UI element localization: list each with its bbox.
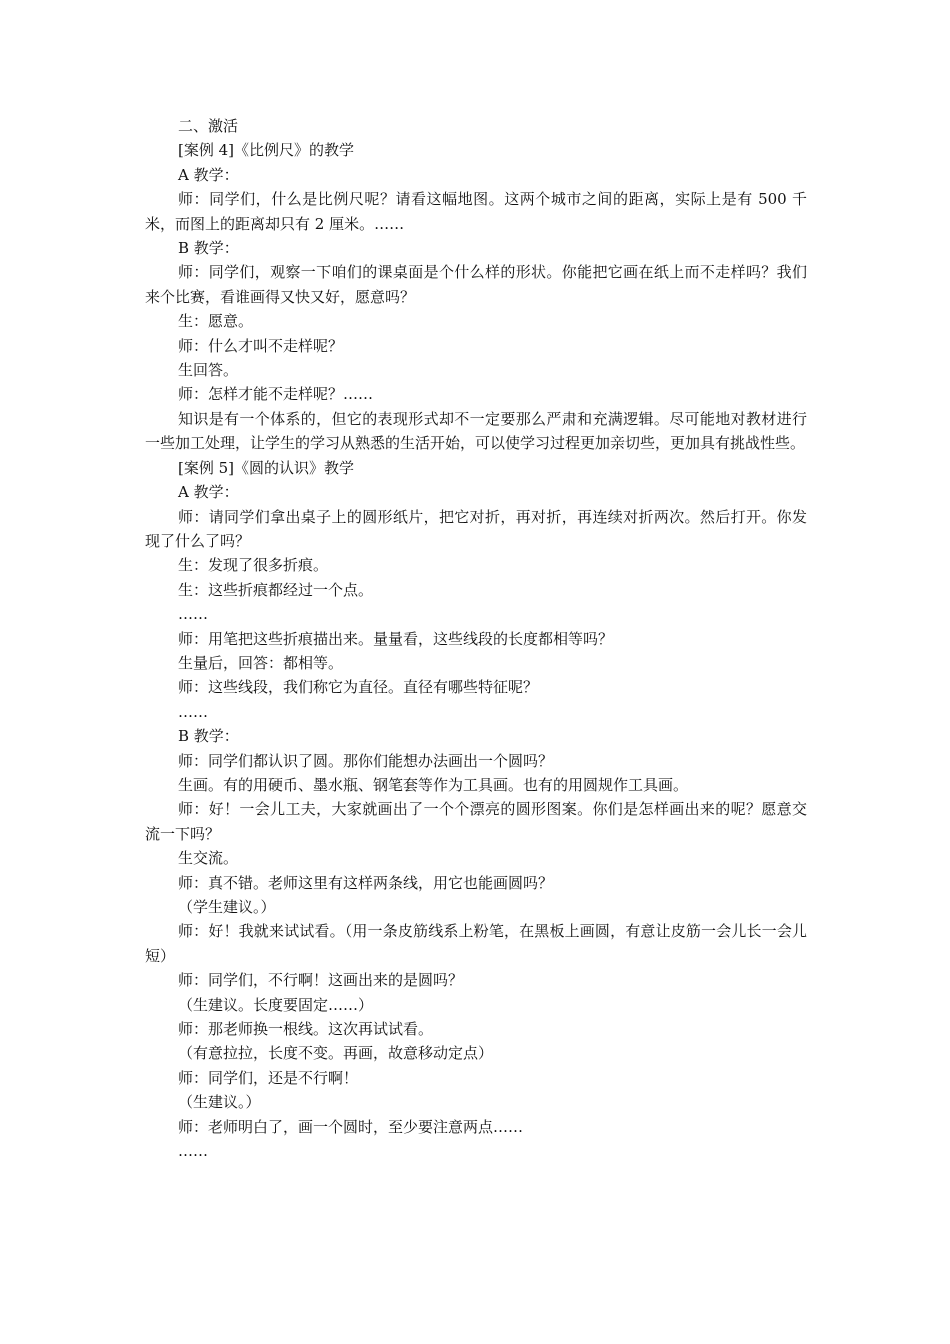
paragraph: （生建议。） [178, 1093, 261, 1112]
case-4-teaching-a-label: A 教学： [178, 165, 239, 184]
paragraph: 生：这些折痕都经过一个点。 [178, 580, 374, 599]
paragraph: 生回答。 [178, 361, 239, 380]
case-4-teaching-b-label: B 教学： [178, 239, 239, 258]
paragraph: 师：同学们，还是不行啊！ [178, 1068, 359, 1087]
paragraph: 师：好！我就来试试看。（用一条皮筋线系上粉笔，在黑板上画圆，有意让皮筋一会儿长一会儿短） [145, 922, 807, 965]
paragraph: （生建议。长度要固定……） [178, 995, 374, 1014]
paragraph: 师：这些线段，我们称它为直径。直径有哪些特征呢？ [178, 678, 539, 697]
paragraph: 生画。有的用硬币、墨水瓶、钢笔套等作为工具画。也有的用圆规作工具画。 [178, 775, 689, 794]
case-5-teaching-b-label: B 教学： [178, 727, 239, 746]
case-5-title: [案例 5]《圆的认识》教学 [178, 458, 355, 477]
paragraph: 师：老师明白了，画一个圆时，至少要注意两点…… [178, 1117, 524, 1136]
paragraph: 师：真不错。老师这里有这样两条线，用它也能画圆吗？ [178, 873, 554, 892]
heading-activation: 二、激活 [178, 117, 239, 135]
case-4-title: [案例 4]《比例尺》的教学 [178, 141, 355, 160]
paragraph: （有意拉拉，长度不变。再画，故意移动定点） [178, 1044, 494, 1063]
ellipsis-line: …… [178, 702, 208, 721]
paragraph: 师：用笔把这些折痕描出来。量量看，这些线段的长度都相等吗？ [178, 629, 614, 648]
case-5-teaching-a-label: A 教学： [178, 483, 239, 502]
paragraph: 生：发现了很多折痕。 [178, 556, 329, 575]
paragraph: 生交流。 [178, 849, 239, 868]
paragraph: 师：好！一会儿工夫，大家就画出了一个个漂亮的圆形图案。你们是怎样画出来的呢？愿意交流一下吗？ [145, 800, 807, 843]
paragraph: 师：那老师换一根线。这次再试试看。 [178, 1020, 434, 1039]
paragraph: 师：同学们，什么是比例尺呢？请看这幅地图。这两个城市之间的距离，实际上是有 500 千米，而图上的距离却只有 2 厘米。…… [145, 190, 807, 233]
paragraph: 师：同学们都认识了圆。那你们能想办法画出一个圆吗？ [178, 751, 554, 770]
paragraph: 师：同学们，观察一下咱们的课桌面是个什么样的形状。你能把它画在纸上而不走样吗？我们来个比赛，看谁画得又快又好，愿意吗？ [145, 263, 807, 306]
paragraph: （学生建议。） [178, 898, 276, 916]
paragraph: 师：请同学们拿出桌子上的圆形纸片，把它对折，再对折，再连续对折两次。然后打开。你发现了什么了吗？ [145, 507, 807, 550]
paragraph: 师：怎样才能不走样呢？…… [178, 385, 374, 404]
paragraph: 师：什么才叫不走样呢？ [178, 336, 344, 355]
paragraph: 生：愿意。 [178, 312, 254, 331]
paragraph: 师：同学们，不行啊！这画出来的是圆吗？ [178, 971, 464, 990]
commentary-paragraph: 知识是有一个体系的，但它的表现形式却不一定要那么严肃和充满逻辑。尽可能地对教材进行一些加工处理，让学生的学习从熟悉的生活开始，可以使学习过程更加亲切些，更加具有挑战性些。 [145, 409, 807, 453]
paragraph: 生量后，回答：都相等。 [178, 653, 344, 672]
ellipsis-line: …… [178, 605, 208, 624]
document-page [145, 114, 807, 1163]
ellipsis-line: …… [178, 1142, 208, 1161]
